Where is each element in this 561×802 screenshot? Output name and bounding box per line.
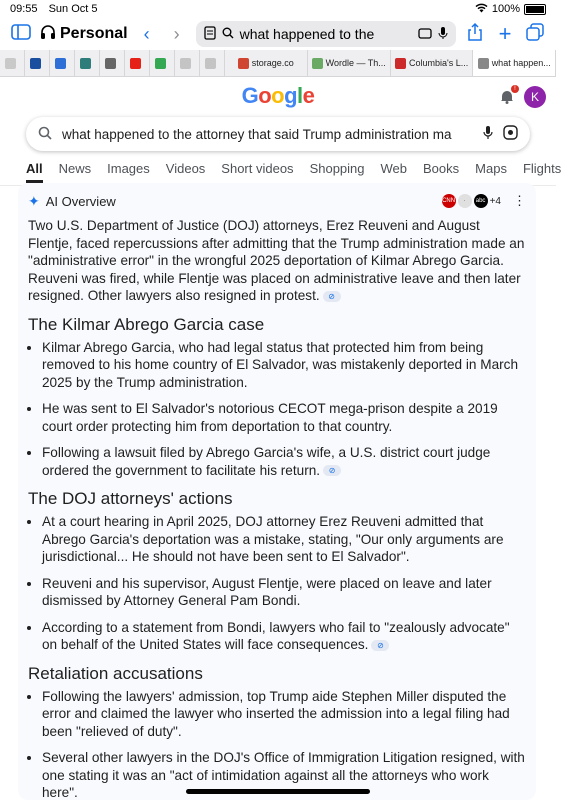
tab-favicon-icon: [5, 58, 16, 69]
browser-tab[interactable]: [150, 50, 175, 76]
tab-label: Wordle — Th...: [325, 58, 386, 68]
list-item-text: According to a statement from Bondi, lawyers who fail to "zealously advocate" on behalf of the United States will face consequences.: [42, 619, 510, 652]
section-heading: The Kilmar Abrego Garcia case: [28, 314, 265, 334]
search-box[interactable]: [26, 117, 530, 151]
link-icon[interactable]: ⊘: [323, 291, 341, 302]
list-item: [42, 444, 526, 479]
list-item-text: At a court hearing in April 2025, DOJ attorney Erez Reuveni admitted that Abrego Garcia's deportation was a mistake, stating, "Our only arguments are jurisdictional... He should not have been sent to El Salvador".: [42, 514, 504, 564]
source-avatars[interactable]: [442, 193, 526, 209]
wifi-icon: [475, 3, 488, 16]
search-query[interactable]: what happened to the attorney that said Trump administration ma: [62, 126, 452, 142]
status-date: Sun Oct 5: [48, 3, 98, 15]
avatar[interactable]: K: [524, 86, 546, 108]
tab-news[interactable]: News: [58, 161, 92, 176]
list-item-text: Following the lawyers' admission, top Trump aide Stephen Miller disputed the error and claimed the lawyer who inserted the admission into a legal filing had been "relieved of duty".: [42, 688, 510, 739]
tab-favicon-icon: [80, 58, 91, 69]
ai-overview-intro: [28, 217, 526, 305]
tab-label: storage.co: [251, 58, 294, 68]
link-icon[interactable]: ⊘: [323, 465, 341, 476]
list-item-text: Following a lawsuit filed by Abrego Garcia's wife, a U.S. district court judge ordered the government to facilitate his return.: [42, 445, 491, 478]
lens-icon[interactable]: [503, 125, 518, 143]
share-icon[interactable]: [464, 23, 486, 46]
tab-favicon-icon: [205, 58, 216, 69]
status-time: 09:55: [10, 3, 38, 15]
bullet-list: [28, 688, 526, 802]
bullet-list: [28, 339, 526, 480]
reader-icon[interactable]: [204, 26, 216, 43]
tab-label: what happen...: [491, 58, 551, 68]
cnn-source-icon[interactable]: CNN: [442, 194, 456, 208]
microphone-icon[interactable]: [438, 26, 448, 43]
sparkle-icon: ✦: [28, 192, 40, 209]
tab-all[interactable]: All: [26, 161, 43, 183]
search-icon: [38, 126, 52, 143]
browser-tab[interactable]: [0, 50, 25, 76]
list-item-text: He was sent to El Salvador's notorious CECOT mega-prison despite a 2019 court order protecting him from deportation to that country.: [42, 401, 498, 434]
browser-tab[interactable]: [50, 50, 75, 76]
tab-short-videos[interactable]: Short videos: [221, 161, 294, 176]
browser-tab[interactable]: [391, 50, 474, 76]
search-icon: [222, 26, 234, 42]
ai-overview-panel: [18, 183, 536, 800]
more-options-icon[interactable]: ⋮: [513, 193, 526, 208]
tab-favicon-icon: [180, 58, 191, 69]
status-left: [10, 3, 106, 15]
status-bar: [0, 0, 556, 18]
profile-name: Personal: [60, 25, 128, 42]
browser-toolbar: [0, 18, 556, 50]
notifications-icon[interactable]: [500, 86, 516, 107]
tab-favicon-icon: [238, 58, 249, 69]
address-text: what happened to the: [239, 26, 375, 42]
tab-favicon-icon: [312, 58, 323, 69]
browser-tab[interactable]: [125, 50, 150, 76]
tab-maps[interactable]: Maps: [475, 161, 507, 176]
source-icon[interactable]: ·: [458, 194, 472, 208]
tab-favicon-icon: [395, 58, 406, 69]
list-item-text: Kilmar Abrego Garcia, who had legal status that protected him from being removed to his home country of El Salvador, was mistakenly deported in March 2025 by the Trump administration.: [42, 339, 519, 390]
sidebar-icon[interactable]: [10, 24, 32, 45]
ai-overview-header: [28, 191, 526, 211]
browser-tab[interactable]: [100, 50, 125, 76]
intro-text: Two U.S. Department of Justice (DOJ) attorneys, Erez Reuveni and August Flentje, faced repercussions after admitting that the Trump administration made an "administrative error" in the wrongful 2025 deportation of Kilmar Abrego Garcia. Reuveni was fired, while Flentje was placed on administrative leave and then later resigned. Other lawyers also resigned in protest.: [28, 218, 525, 303]
list-item-text: Several other lawyers in the DOJ's Office of Immigration Litigation resigned, with one stating it was an "act of intimidation against all the attorneys who work here".: [42, 750, 525, 800]
google-logo[interactable]: Google: [241, 83, 315, 108]
battery-icon: [524, 4, 546, 15]
tab-flights[interactable]: Flights: [522, 161, 561, 176]
tab-favicon-icon: [155, 58, 166, 69]
bullet-list: [28, 513, 526, 654]
back-icon[interactable]: ‹: [143, 23, 150, 44]
list-item: [42, 688, 526, 741]
browser-tab[interactable]: [225, 50, 308, 76]
extension-icon[interactable]: [418, 26, 432, 42]
list-item: [42, 619, 526, 654]
browser-tab[interactable]: [200, 50, 225, 76]
tab-label: Columbia's L...: [408, 58, 469, 68]
tab-overview-icon[interactable]: [524, 23, 546, 46]
section-heading: Retaliation accusations: [28, 663, 203, 683]
abc-source-icon[interactable]: abc: [474, 194, 488, 208]
headphones-icon: [40, 24, 56, 45]
tab-favicon-icon: [478, 58, 489, 69]
home-indicator: [186, 789, 370, 794]
list-item: [42, 400, 526, 435]
ai-overview-sections: [28, 315, 526, 802]
list-item: [42, 339, 526, 392]
browser-tab[interactable]: [25, 50, 50, 76]
profile-switcher[interactable]: [40, 24, 128, 45]
tab-web[interactable]: Web: [380, 161, 408, 176]
list-item-text: Reuveni and his supervisor, August Flentje, were placed on leave and later dismissed by Attorney General Pam Bondi.: [42, 575, 492, 608]
tab-books[interactable]: Books: [423, 161, 460, 176]
browser-tab[interactable]: [175, 50, 200, 76]
voice-search-icon[interactable]: [483, 125, 493, 143]
notification-badge: !: [511, 85, 519, 93]
battery-percent: 100%: [491, 3, 520, 15]
tab-favicon-icon: [105, 58, 116, 69]
new-tab-icon[interactable]: +: [498, 21, 512, 46]
section-heading: The DOJ attorneys' actions: [28, 489, 233, 508]
tab-favicon-icon: [130, 58, 141, 69]
address-bar[interactable]: [196, 21, 456, 47]
google-header: [0, 77, 556, 117]
tab-favicon-icon: [30, 58, 41, 69]
tab-images[interactable]: Images: [107, 161, 150, 176]
tab-favicon-icon: [55, 58, 66, 69]
status-right: [475, 3, 546, 16]
tab-shopping[interactable]: Shopping: [309, 161, 365, 176]
more-sources-count: +4: [489, 195, 501, 207]
list-item: [42, 575, 526, 610]
tab-videos[interactable]: Videos: [165, 161, 206, 176]
browser-tab[interactable]: [473, 50, 556, 76]
browser-tab[interactable]: [308, 50, 391, 76]
browser-tab[interactable]: [75, 50, 100, 76]
ai-overview-title: AI Overview: [45, 193, 116, 209]
forward-icon[interactable]: ›: [173, 23, 180, 44]
list-item: [42, 513, 526, 566]
link-icon[interactable]: ⊘: [371, 640, 389, 651]
tab-strip: [0, 50, 556, 77]
